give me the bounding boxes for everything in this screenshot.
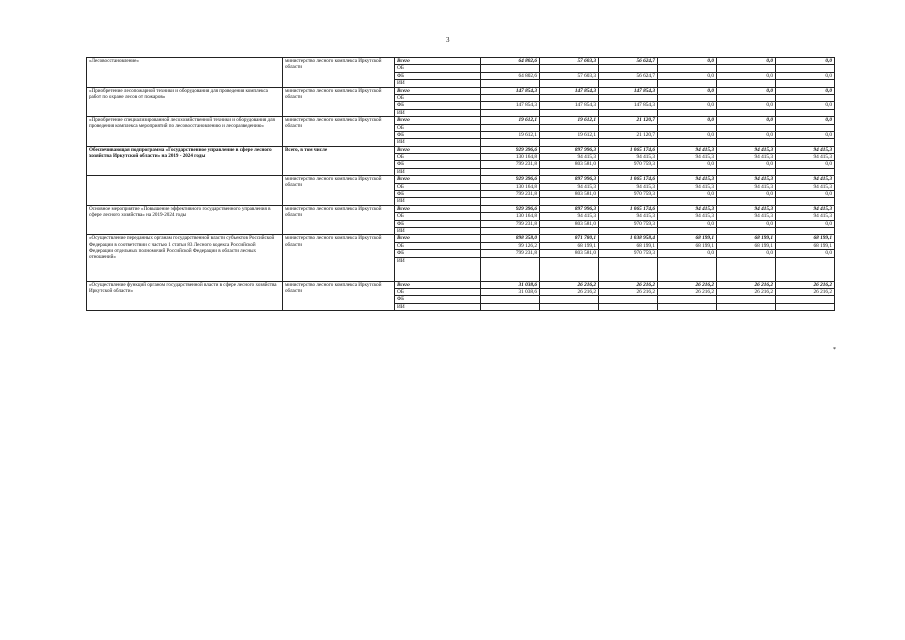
value-cell: 0,0 [776, 131, 835, 138]
value-cell: 68 199,1 [658, 242, 717, 249]
value-cell: 803 581,0 [540, 191, 599, 198]
value-cell [658, 303, 717, 310]
value-cell: 94 415,3 [540, 154, 599, 161]
value-cell: 0,0 [717, 87, 776, 94]
funding-source-cell: ОБ [395, 65, 481, 72]
value-cell [658, 139, 717, 146]
value-cell: 898 358,0 [481, 235, 540, 242]
stray-mark: * [833, 347, 836, 353]
value-cell [776, 109, 835, 116]
funding-source-cell: ФБ [395, 191, 481, 198]
table-row [87, 235, 835, 242]
value-cell [540, 65, 599, 72]
value-cell: 68 199,1 [717, 235, 776, 242]
value-cell [540, 303, 599, 310]
value-cell [776, 198, 835, 205]
value-cell [776, 303, 835, 310]
value-cell [540, 168, 599, 175]
value-cell: 871 780,1 [540, 235, 599, 242]
value-cell [481, 257, 540, 281]
value-cell: 1 065 174,6 [599, 176, 658, 183]
value-cell [540, 227, 599, 234]
value-cell [776, 65, 835, 72]
value-cell [776, 168, 835, 175]
value-cell [658, 80, 717, 87]
program-name-cell: Основное мероприятие «Повышение эффективного государственного управления в сфере лесного хозяйства» на 2019-2024 годы [87, 205, 283, 235]
value-cell: 94 415,3 [717, 183, 776, 190]
value-cell: 0,0 [658, 220, 717, 227]
table-row [87, 281, 835, 288]
value-cell [658, 65, 717, 72]
value-cell [658, 124, 717, 131]
value-cell: 26 216,2 [776, 281, 835, 288]
value-cell [481, 168, 540, 175]
value-cell [658, 257, 717, 281]
value-cell: 0,0 [776, 220, 835, 227]
value-cell [717, 303, 776, 310]
value-cell: 94 415,3 [717, 146, 776, 153]
value-cell: 94 415,3 [658, 154, 717, 161]
value-cell: 94 415,3 [658, 183, 717, 190]
value-cell: 94 415,3 [599, 183, 658, 190]
value-cell: 94 415,3 [776, 213, 835, 220]
table-row [87, 205, 835, 212]
program-name-cell: «Осуществление переданных органам государственной власти субъектов Российской Федерации в соответствии с частью 1 статьи 83 Лесного кодекса Российской Федерации отдельных полномочий Российской Федерации в области лесных отношений» [87, 235, 283, 281]
value-cell: 799 231,8 [481, 220, 540, 227]
value-cell [481, 65, 540, 72]
funding-source-cell: Всего [395, 87, 481, 94]
value-cell: 799 231,8 [481, 250, 540, 257]
value-cell [717, 109, 776, 116]
value-cell [540, 198, 599, 205]
value-cell [776, 257, 835, 281]
value-cell: 0,0 [776, 102, 835, 109]
value-cell: 57 603,3 [540, 58, 599, 65]
value-cell [717, 296, 776, 303]
value-cell: 94 415,3 [658, 146, 717, 153]
value-cell: 26 216,2 [540, 288, 599, 295]
program-name-cell: Обеспечивающая подпрограмма «Государственное управление в сфере лесного хозяйства Иркутской области» на 2019 - 2024 годы [87, 146, 283, 176]
value-cell: 26 216,2 [540, 281, 599, 288]
value-cell: 0,0 [717, 161, 776, 168]
value-cell: 94 415,3 [776, 183, 835, 190]
program-name-cell: «Приобретение лесопожарной техники и оборудования для проведения комплекса работ по охране лесов от пожаров» [87, 87, 283, 117]
value-cell [658, 168, 717, 175]
value-cell: 147 854,3 [540, 87, 599, 94]
value-cell: 19 612,1 [481, 117, 540, 124]
value-cell: 31 038,6 [481, 281, 540, 288]
executor-cell: министерство лесного комплекса Иркутской области [283, 205, 395, 235]
funding-source-cell: ФБ [395, 72, 481, 79]
value-cell [599, 296, 658, 303]
value-cell: 0,0 [717, 102, 776, 109]
value-cell: 68 199,1 [658, 235, 717, 242]
value-cell: 897 996,3 [540, 205, 599, 212]
value-cell [776, 296, 835, 303]
value-cell: 0,0 [658, 117, 717, 124]
table-row [87, 117, 835, 124]
value-cell: 803 581,0 [540, 220, 599, 227]
table-row [87, 176, 835, 183]
funding-source-cell: ОБ [395, 288, 481, 295]
value-cell: 0,0 [776, 250, 835, 257]
value-cell [599, 227, 658, 234]
funding-source-cell: Всего [395, 146, 481, 153]
value-cell: 57 603,3 [540, 72, 599, 79]
funding-source-cell: ФБ [395, 131, 481, 138]
value-cell: 897 996,3 [540, 146, 599, 153]
value-cell: 799 231,8 [481, 161, 540, 168]
value-cell: 64 802,6 [481, 72, 540, 79]
value-cell [481, 80, 540, 87]
value-cell: 0,0 [658, 250, 717, 257]
value-cell: 130 164,8 [481, 213, 540, 220]
value-cell [481, 227, 540, 234]
funding-source-cell: ОБ [395, 124, 481, 131]
value-cell: 1 065 174,6 [599, 205, 658, 212]
value-cell: 970 759,3 [599, 191, 658, 198]
value-cell: 0,0 [658, 102, 717, 109]
value-cell: 0,0 [776, 58, 835, 65]
value-cell [540, 124, 599, 131]
program-name-cell: «Осуществление функций органом государственной власти в сфере лесного хозяйства Иркутской области» [87, 281, 283, 311]
value-cell: 929 396,6 [481, 176, 540, 183]
value-cell: 799 231,8 [481, 191, 540, 198]
value-cell [776, 227, 835, 234]
value-cell [481, 124, 540, 131]
value-cell: 19 612,1 [540, 131, 599, 138]
value-cell [717, 227, 776, 234]
funding-source-cell: Всего [395, 117, 481, 124]
value-cell: 94 415,3 [599, 154, 658, 161]
value-cell: 94 415,3 [658, 176, 717, 183]
funding-source-cell: ИИ [395, 168, 481, 175]
program-name-cell: «Приобретение специализированной лесохозяйственной техники и оборудования для проведения комплекса мероприятий по лесовосстановлению и лесоразведению» [87, 117, 283, 147]
page-number: 3 [446, 36, 450, 44]
funding-source-cell: ИИ [395, 80, 481, 87]
executor-cell: министерство лесного комплекса Иркутской области [283, 281, 395, 311]
value-cell: 0,0 [717, 58, 776, 65]
value-cell: 147 854,3 [599, 87, 658, 94]
value-cell [717, 168, 776, 175]
value-cell: 970 759,3 [599, 220, 658, 227]
value-cell: 26 216,2 [717, 281, 776, 288]
table-row [87, 146, 835, 153]
value-cell [540, 94, 599, 101]
value-cell: 68 199,1 [540, 242, 599, 249]
value-cell [776, 94, 835, 101]
value-cell [658, 94, 717, 101]
funding-source-cell: ИИ [395, 109, 481, 116]
value-cell: 19 612,1 [481, 131, 540, 138]
value-cell [717, 124, 776, 131]
value-cell: 147 854,3 [481, 102, 540, 109]
value-cell: 94 415,3 [717, 205, 776, 212]
value-cell: 147 854,3 [481, 87, 540, 94]
value-cell [481, 198, 540, 205]
value-cell [658, 109, 717, 116]
funding-source-cell: Всего [395, 176, 481, 183]
value-cell [717, 65, 776, 72]
value-cell [776, 139, 835, 146]
value-cell: 929 396,6 [481, 146, 540, 153]
funding-source-cell: ИИ [395, 198, 481, 205]
value-cell [540, 257, 599, 281]
executor-cell: министерство лесного комплекса Иркутской области [283, 117, 395, 147]
value-cell: 68 199,1 [776, 242, 835, 249]
value-cell: 68 199,1 [776, 235, 835, 242]
value-cell [658, 227, 717, 234]
program-name-cell [87, 176, 283, 206]
value-cell: 0,0 [717, 117, 776, 124]
funding-source-cell: Всего [395, 58, 481, 65]
value-cell [599, 198, 658, 205]
value-cell: 56 624,7 [599, 58, 658, 65]
value-cell: 26 216,2 [658, 288, 717, 295]
executor-cell: Всего, в том числе [283, 146, 395, 176]
value-cell: 26 216,2 [717, 288, 776, 295]
value-cell [717, 94, 776, 101]
value-cell: 21 120,7 [599, 131, 658, 138]
funding-source-cell: ИИ [395, 303, 481, 310]
funding-source-cell: ФБ [395, 296, 481, 303]
value-cell: 803 581,0 [540, 161, 599, 168]
value-cell: 21 120,7 [599, 117, 658, 124]
value-cell [599, 109, 658, 116]
value-cell: 94 415,3 [658, 205, 717, 212]
value-cell [717, 257, 776, 281]
value-cell: 26 216,2 [776, 288, 835, 295]
value-cell: 0,0 [776, 161, 835, 168]
executor-cell: министерство лесного комплекса Иркутской области [283, 58, 395, 88]
value-cell [599, 139, 658, 146]
value-cell: 0,0 [717, 131, 776, 138]
value-cell: 94 415,3 [540, 183, 599, 190]
value-cell [481, 109, 540, 116]
funding-source-cell: ОБ [395, 94, 481, 101]
budget-table [86, 57, 835, 311]
funding-source-cell: ОБ [395, 213, 481, 220]
program-name-cell: «Лесовосстановление» [87, 58, 283, 88]
value-cell: 68 199,1 [599, 242, 658, 249]
value-cell: 94 415,3 [717, 154, 776, 161]
funding-source-cell: ФБ [395, 161, 481, 168]
value-cell [599, 94, 658, 101]
funding-source-cell: ИИ [395, 257, 481, 281]
value-cell [540, 139, 599, 146]
value-cell [717, 198, 776, 205]
value-cell: 130 164,8 [481, 183, 540, 190]
funding-source-cell: ФБ [395, 102, 481, 109]
value-cell [540, 109, 599, 116]
value-cell: 94 415,3 [776, 154, 835, 161]
value-cell: 0,0 [717, 220, 776, 227]
value-cell: 94 415,3 [540, 213, 599, 220]
funding-source-cell: Всего [395, 235, 481, 242]
value-cell: 94 415,3 [776, 176, 835, 183]
funding-source-cell: Всего [395, 281, 481, 288]
value-cell [599, 168, 658, 175]
value-cell [717, 80, 776, 87]
value-cell: 929 396,6 [481, 205, 540, 212]
value-cell: 970 759,3 [599, 250, 658, 257]
funding-source-cell: ФБ [395, 250, 481, 257]
value-cell [481, 296, 540, 303]
value-cell [481, 94, 540, 101]
value-cell: 970 759,3 [599, 161, 658, 168]
value-cell: 56 624,7 [599, 72, 658, 79]
value-cell [540, 80, 599, 87]
value-cell: 0,0 [658, 58, 717, 65]
funding-source-cell: ИИ [395, 227, 481, 234]
executor-cell: министерство лесного комплекса Иркутской области [283, 87, 395, 117]
value-cell [540, 296, 599, 303]
value-cell: 99 126,2 [481, 242, 540, 249]
funding-source-cell: ФБ [395, 220, 481, 227]
value-cell [776, 80, 835, 87]
value-cell: 26 216,2 [658, 281, 717, 288]
value-cell [481, 139, 540, 146]
value-cell: 31 038,6 [481, 288, 540, 295]
value-cell [599, 303, 658, 310]
value-cell [599, 124, 658, 131]
value-cell [717, 139, 776, 146]
value-cell [776, 124, 835, 131]
value-cell: 0,0 [658, 161, 717, 168]
value-cell [599, 257, 658, 281]
value-cell: 897 996,3 [540, 176, 599, 183]
value-cell: 0,0 [776, 117, 835, 124]
funding-source-cell: ОБ [395, 242, 481, 249]
value-cell: 0,0 [658, 87, 717, 94]
value-cell: 0,0 [776, 72, 835, 79]
value-cell: 147 854,3 [599, 102, 658, 109]
value-cell: 19 612,1 [540, 117, 599, 124]
value-cell: 803 581,0 [540, 250, 599, 257]
table-row [87, 87, 835, 94]
value-cell: 94 415,3 [776, 205, 835, 212]
value-cell: 0,0 [658, 72, 717, 79]
value-cell: 0,0 [658, 131, 717, 138]
executor-cell: министерство лесного комплекса Иркутской области [283, 176, 395, 206]
value-cell: 94 415,3 [776, 146, 835, 153]
funding-source-cell: ИИ [395, 139, 481, 146]
funding-source-cell: ОБ [395, 183, 481, 190]
funding-source-cell: ОБ [395, 154, 481, 161]
value-cell: 0,0 [717, 72, 776, 79]
value-cell: 94 415,3 [717, 213, 776, 220]
executor-cell: министерство лесного комплекса Иркутской области [283, 235, 395, 281]
value-cell: 0,0 [717, 191, 776, 198]
value-cell: 26 216,2 [599, 288, 658, 295]
value-cell [658, 296, 717, 303]
value-cell: 94 415,3 [658, 213, 717, 220]
value-cell: 130 164,8 [481, 154, 540, 161]
budget-table-body [87, 58, 835, 311]
value-cell: 26 216,2 [599, 281, 658, 288]
value-cell [658, 198, 717, 205]
value-cell: 1 038 958,4 [599, 235, 658, 242]
value-cell: 0,0 [658, 191, 717, 198]
value-cell: 64 802,6 [481, 58, 540, 65]
value-cell: 147 854,3 [540, 102, 599, 109]
value-cell: 0,0 [776, 87, 835, 94]
value-cell [599, 65, 658, 72]
value-cell [481, 303, 540, 310]
value-cell: 68 199,1 [717, 242, 776, 249]
value-cell [599, 80, 658, 87]
funding-source-cell: Всего [395, 205, 481, 212]
value-cell: 94 415,3 [717, 176, 776, 183]
value-cell: 94 415,3 [599, 213, 658, 220]
value-cell: 0,0 [717, 250, 776, 257]
value-cell: 1 065 174,6 [599, 146, 658, 153]
value-cell: 0,0 [776, 191, 835, 198]
table-row [87, 58, 835, 65]
